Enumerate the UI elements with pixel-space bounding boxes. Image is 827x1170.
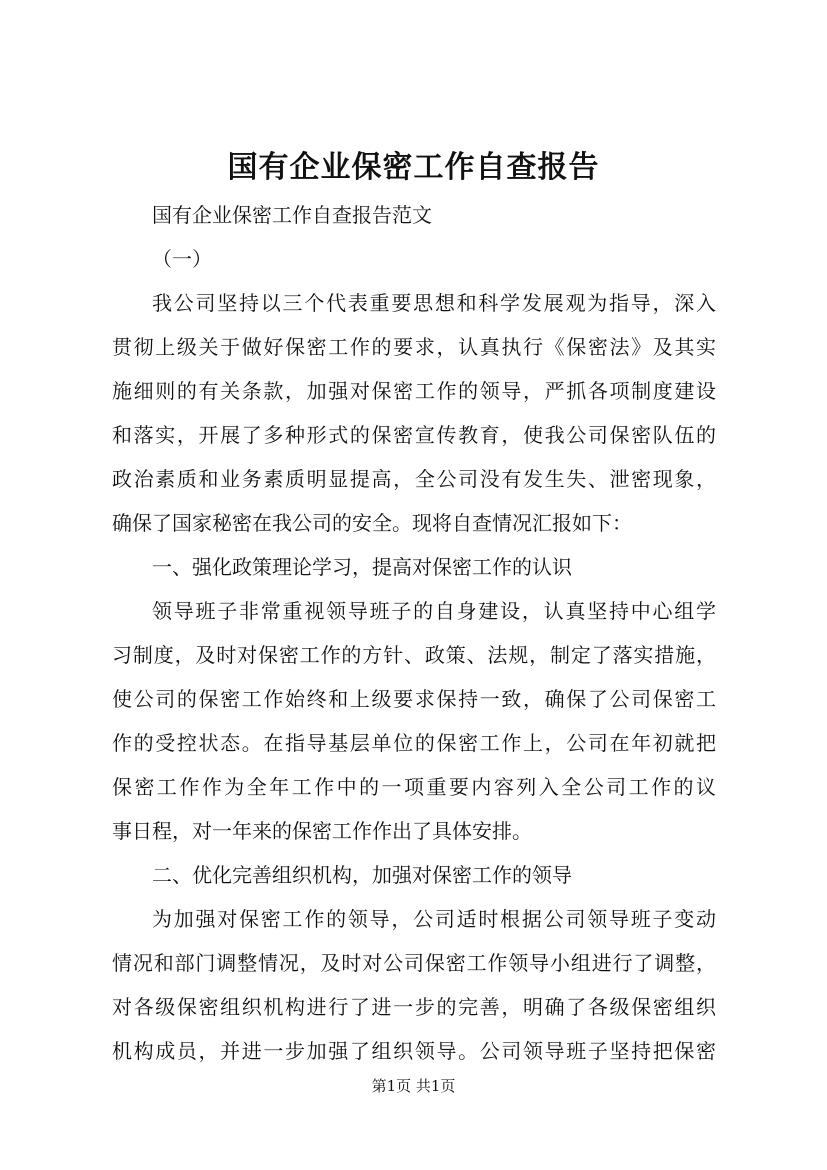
subtitle-line: 国有企业保密工作自查报告范文 bbox=[152, 203, 432, 227]
paragraph-line: 习制度，及时对保密工作的方针、政策、法规，制定了落实措施， bbox=[112, 643, 716, 667]
section-heading: 一、强化政策理论学习，提高对保密工作的认识 bbox=[152, 555, 572, 579]
paragraph-line: 事日程，对一年来的保密工作作出了具体安排。 bbox=[112, 819, 532, 843]
section-number: （一） bbox=[152, 247, 212, 271]
paragraph-line: 和落实，开展了多种形式的保密宣传教育，使我公司保密队伍的 bbox=[112, 423, 716, 447]
paragraph-line: 领导班子非常重视领导班子的自身建设，认真坚持中心组学 bbox=[152, 599, 716, 623]
paragraph-line: 对各级保密组织机构进行了进一步的完善，明确了各级保密组织 bbox=[112, 995, 716, 1019]
paragraph-line: 确保了国家秘密在我公司的安全。现将自查情况汇报如下： bbox=[112, 511, 632, 535]
paragraph-line: 贯彻上级关于做好保密工作的要求，认真执行《保密法》及其实 bbox=[112, 335, 716, 359]
paragraph-line: 情况和部门调整情况，及时对公司保密工作领导小组进行了调整， bbox=[112, 951, 716, 975]
paragraph-line: 使公司的保密工作始终和上级要求保持一致，确保了公司保密工 bbox=[112, 687, 716, 711]
paragraph-line: 施细则的有关条款，加强对保密工作的领导，严抓各项制度建设 bbox=[112, 379, 716, 403]
document-body bbox=[112, 193, 716, 1073]
paragraph-line: 政治素质和业务素质明显提高，全公司没有发生失、泄密现象， bbox=[112, 467, 716, 491]
section-heading: 二、优化完善组织机构，加强对保密工作的领导 bbox=[152, 863, 572, 887]
paragraph-line: 保密工作作为全年工作中的一项重要内容列入全公司工作的议 bbox=[112, 775, 716, 799]
document-title: 国有企业保密工作自查报告 bbox=[227, 150, 600, 185]
paragraph-line: 我公司坚持以三个代表重要思想和科学发展观为指导，深入 bbox=[152, 291, 716, 315]
paragraph-line: 作的受控状态。在指导基层单位的保密工作上，公司在年初就把 bbox=[112, 731, 716, 755]
paragraph-line: 为加强对保密工作的领导，公司适时根据公司领导班子变动 bbox=[152, 907, 716, 931]
page-footer: 第1页 共1页 bbox=[371, 1077, 456, 1095]
paragraph-line: 机构成员，并进一步加强了组织领导。公司领导班子坚持把保密 bbox=[112, 1039, 716, 1063]
